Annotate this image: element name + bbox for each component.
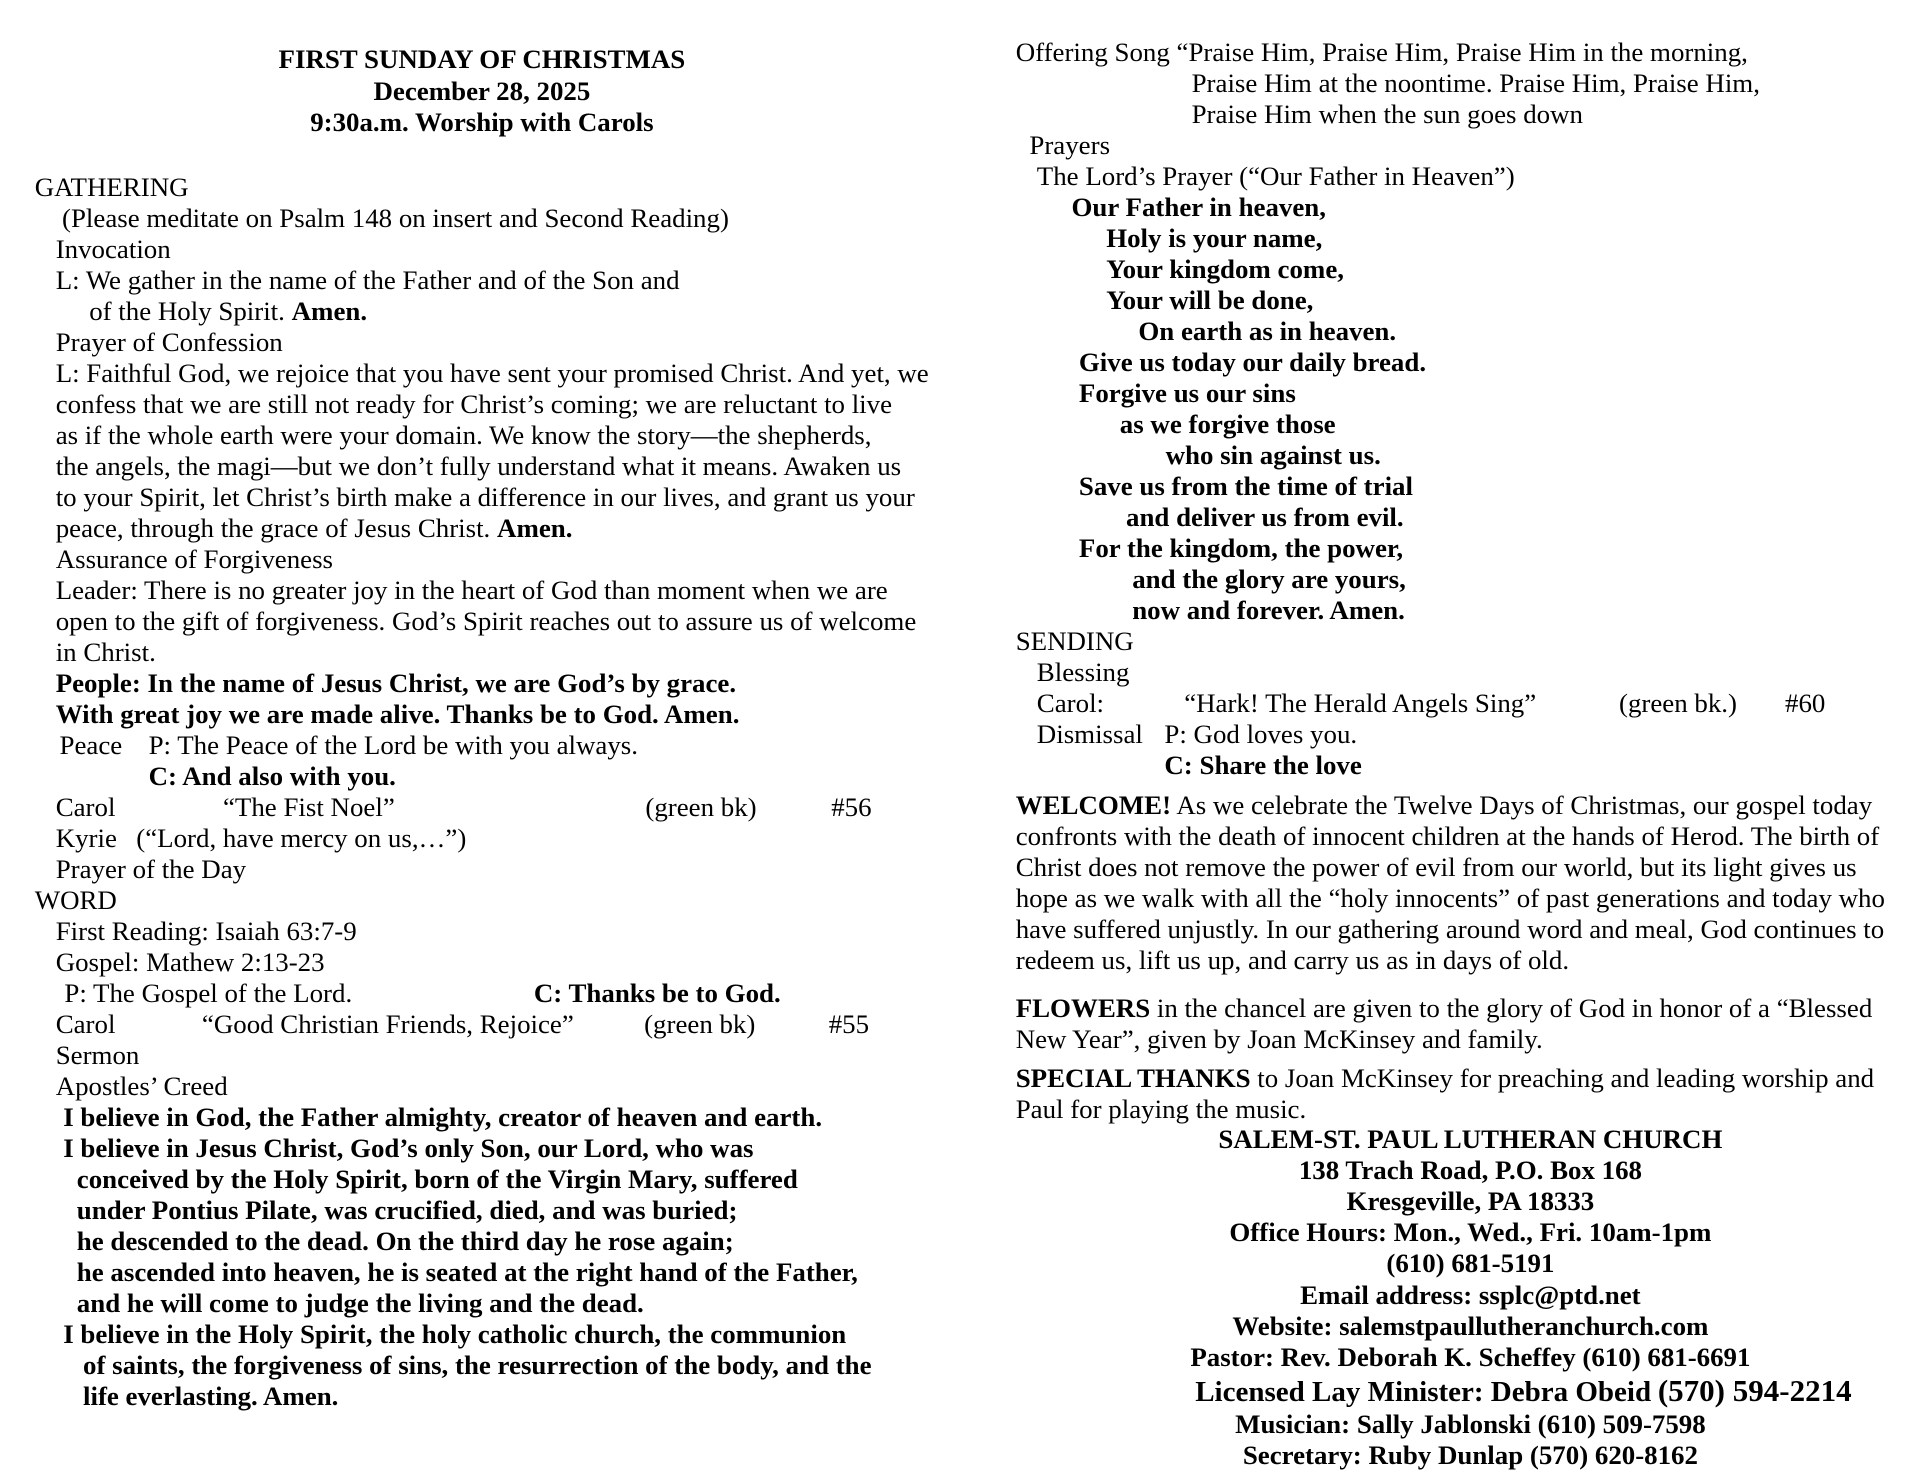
church-name: SALEM-ST. PAUL LUTHERAN CHURCH — [1218, 1124, 1723, 1155]
bulletin-header — [32, 44, 932, 139]
confession-response: Amen. — [497, 512, 573, 543]
church-address-line: 138 Trach Road, P.O. Box 168 — [1298, 1155, 1642, 1186]
carol-book: (green bk.) — [1619, 687, 1737, 718]
creed-line: under Pontius Pilate, was crucified, died, and was buried; — [76, 1195, 738, 1226]
creed-line: and he will come to judge the living and the dead. — [76, 1288, 644, 1319]
welcome-line: Christ does not remove the power of evil from our world, but its light gives us — [1015, 851, 1857, 882]
confession-text: peace, through the grace of Jesus Christ. — [55, 512, 491, 543]
lords-prayer-line: For the kingdom, the power, — [1078, 532, 1404, 563]
lords-prayer-line: Your will be done, — [1106, 284, 1314, 315]
carol-title: “The Fist Noel” — [223, 791, 395, 822]
lords-prayer-line: Your kingdom come, — [1106, 253, 1344, 284]
offering-lyric: Praise Him at the noontime. Praise Him, Praise Him, — [1191, 67, 1760, 98]
offering-row — [960, 37, 1920, 68]
welcome-line — [960, 790, 1920, 821]
creed-line: of saints, the forgiveness of sins, the resurrection of the body, and the — [83, 1350, 872, 1381]
church-address-line: Kresgeville, PA 18333 — [1346, 1186, 1595, 1217]
creed-line: conceived by the Holy Spirit, born of the Virgin Mary, suffered — [76, 1164, 798, 1194]
confession-line: confess that we are still not ready for Christ’s coming; we are reluctant to live — [55, 388, 893, 419]
assurance-leader-line: open to the gift of forgiveness. God’s Spirit reaches out to assure us of welcome — [55, 605, 917, 636]
confession-line: to your Spirit, let Christ’s birth make a difference in our lives, and grant us your — [55, 481, 915, 512]
lay-minister-contact — [1073, 1373, 1920, 1409]
musician-contact: Musician: Sally Jablonski (610) 509-7598 — [1235, 1408, 1706, 1439]
pastor-contact: Pastor: Rev. Deborah K. Scheffey (610) 681-6691 — [1190, 1341, 1751, 1372]
offering-label: Offering Song — [1015, 36, 1170, 67]
flowers-line: New Year”, given by Joan McKinsey and family. — [1015, 1023, 1543, 1054]
meditation-note: (Please meditate on Psalm 148 on insert and Second Reading) — [62, 202, 729, 233]
welcome-paragraph — [960, 790, 1920, 976]
assurance-label: Assurance of Forgiveness — [55, 543, 334, 574]
lords-prayer-line: Save us from the time of trial — [1078, 470, 1413, 501]
dismissal-leader: P: God loves you. — [1164, 718, 1358, 749]
carol-book: (green bk) — [644, 1008, 756, 1039]
assurance-people-line: People: In the name of Jesus Christ, we are God’s by grace. — [55, 667, 737, 698]
confession-line: L: Faithful God, we rejoice that you have sent your promised Christ. And yet, we — [55, 357, 929, 388]
lords-prayer-line: as we forgive those — [1119, 408, 1336, 439]
lords-prayer-label: The Lord’s Prayer (“Our Father in Heaven”) — [1036, 160, 1515, 191]
church-email: Email address: ssplc@ptd.net — [1300, 1279, 1641, 1310]
carol-number: #60 — [1785, 687, 1826, 718]
creed-line: I believe in Jesus Christ, God’s only Son, our Lord, who was — [63, 1132, 754, 1163]
lords-prayer-line: who sin against us. — [1165, 439, 1381, 470]
flowers-text: in the chancel are given to the glory of God in honor of a “Blessed — [1156, 992, 1873, 1023]
lords-prayer-line: and the glory are yours, — [1132, 563, 1406, 594]
service-time: 9:30a.m. Worship with Carols — [310, 107, 654, 137]
carol-title: “Good Christian Friends, Rejoice” — [201, 1008, 574, 1039]
gospel-reading: Gospel: Mathew 2:13-23 — [55, 946, 325, 977]
offering-lyric: “Praise Him, Praise Him, Praise Him in the morning, — [1176, 36, 1748, 67]
welcome-lead: WELCOME! — [1015, 789, 1172, 820]
creed-label: Apostles’ Creed — [55, 1070, 228, 1101]
gospel-acclamation-row — [0, 978, 960, 1009]
order-of-worship-right — [960, 37, 1920, 781]
carol-title: “Hark! The Herald Angels Sing” — [1184, 687, 1537, 718]
confession-line — [0, 513, 960, 544]
lords-prayer-line: Give us today our daily bread. — [1078, 346, 1427, 377]
creed-line: he descended to the dead. On the third day he rose again; — [76, 1226, 734, 1257]
invocation-text: of the Holy Spirit. — [89, 295, 285, 326]
gospel-leader: P: The Gospel of the Lord. — [64, 977, 353, 1008]
assurance-people-line: With great joy we are made alive. Thanks be to God. Amen. — [55, 698, 740, 729]
invocation-line: L: We gather in the name of the Father and of the Son and — [55, 264, 680, 295]
carol-number: #56 — [831, 791, 872, 822]
prayers-label: Prayers — [1029, 129, 1111, 160]
peace-label: Peace — [59, 729, 123, 760]
carol-row — [0, 792, 960, 823]
lords-prayer-line: Our Father in heaven, — [1071, 191, 1326, 222]
first-reading: First Reading: Isaiah 63:7-9 — [55, 915, 357, 946]
lords-prayer-line: Holy is your name, — [1106, 222, 1323, 253]
assurance-leader-line: in Christ. — [55, 636, 156, 667]
church-contact-block — [1020, 1124, 1920, 1471]
creed-line: I believe in God, the Father almighty, creator of heaven and earth. — [63, 1101, 823, 1132]
lay-minister-phone: (570) 594-2214 — [1657, 1372, 1852, 1408]
invocation-response: Amen. — [291, 295, 368, 326]
sermon-label: Sermon — [55, 1039, 140, 1070]
creed-line: I believe in the Holy Spirit, the holy catholic church, the communion — [63, 1319, 847, 1350]
lords-prayer-line: and deliver us from evil. — [1126, 501, 1404, 532]
church-website: Website: salemstpaullutheranchurch.com — [1232, 1310, 1709, 1341]
lords-prayer-line: Forgive us our sins — [1078, 377, 1296, 408]
blessing-label: Blessing — [1036, 656, 1130, 687]
offering-lyric: Praise Him when the sun goes down — [1191, 98, 1583, 129]
carol-book: (green bk) — [645, 791, 757, 822]
kyrie-label: Kyrie — [55, 822, 117, 853]
bulletin-title: FIRST SUNDAY OF CHRISTMAS — [278, 44, 686, 74]
dismissal-label: Dismissal — [1036, 718, 1143, 749]
thanks-text: to Joan McKinsey for preaching and leading worship and — [1257, 1063, 1875, 1094]
order-of-worship-left — [0, 172, 960, 1413]
welcome-line: redeem us, lift us up, and carry us as in days of old. — [1015, 944, 1570, 975]
carol-row — [0, 1009, 960, 1040]
invocation-label: Invocation — [55, 233, 171, 264]
right-panel — [960, 0, 1920, 1484]
welcome-line: confronts with the death of innocent children at the hands of Herod. The birth of — [1015, 820, 1880, 851]
confession-line: the angels, the magi—but we don’t fully understand what it means. Awaken us — [55, 450, 902, 481]
church-phone: (610) 681-5191 — [1386, 1248, 1555, 1279]
creed-line: he ascended into heaven, he is seated at the right hand of the Father, — [76, 1257, 858, 1288]
assurance-leader-line: Leader: There is no greater joy in the heart of God than moment when we are — [55, 574, 888, 605]
confession-label: Prayer of Confession — [55, 326, 283, 357]
dismissal-row — [960, 719, 1920, 750]
office-hours: Office Hours: Mon., Wed., Fri. 10am-1pm — [1229, 1217, 1712, 1248]
welcome-line: hope as we walk with all the “holy innocents” of past generations and today who — [1015, 882, 1885, 913]
flowers-line — [960, 993, 1920, 1024]
confession-line: as if the whole earth were your domain. We know the story—the shepherds, — [55, 419, 872, 450]
carol-number: #55 — [828, 1008, 870, 1039]
thanks-paragraph — [960, 1063, 1920, 1125]
flowers-lead: FLOWERS — [1015, 992, 1151, 1023]
carol-label: Carol — [55, 791, 116, 822]
thanks-line — [960, 1063, 1920, 1094]
bulletin-date: December 28, 2025 — [373, 75, 591, 106]
peace-response: C: And also with you. — [148, 760, 396, 791]
dismissal-response: C: Share the love — [1164, 749, 1362, 780]
welcome-line: have suffered unjustly. In our gathering around word and meal, God continues to — [1015, 913, 1885, 944]
section-heading-word: WORD — [34, 884, 117, 915]
section-heading-gathering: GATHERING — [34, 171, 189, 202]
carol-label: Carol — [55, 1008, 116, 1039]
carol-row — [960, 688, 1920, 719]
section-heading-sending: SENDING — [1015, 625, 1134, 656]
prayer-of-the-day: Prayer of the Day — [55, 853, 247, 884]
secretary-contact: Secretary: Ruby Dunlap (570) 620-8162 — [1242, 1439, 1698, 1470]
peace-row — [0, 730, 960, 761]
gospel-response: C: Thanks be to God. — [533, 977, 781, 1008]
lords-prayer-line: now and forever. Amen. — [1132, 594, 1405, 625]
kyrie-row — [0, 823, 960, 854]
thanks-line: Paul for playing the music. — [1015, 1094, 1307, 1125]
creed-line: life everlasting. Amen. — [83, 1381, 339, 1412]
welcome-text: As we celebrate the Twelve Days of Christmas, our gospel today — [1176, 789, 1873, 820]
invocation-line — [0, 296, 960, 327]
lay-minister-name: Licensed Lay Minister: Debra Obeid — [1195, 1375, 1652, 1408]
flowers-paragraph — [960, 993, 1920, 1055]
carol-label: Carol: — [1036, 687, 1105, 718]
kyrie-text: (“Lord, have mercy on us,…”) — [136, 822, 467, 853]
peace-leader: P: The Peace of the Lord be with you always. — [148, 729, 638, 760]
lords-prayer-line: On earth as in heaven. — [1138, 315, 1397, 346]
thanks-lead: SPECIAL THANKS — [1015, 1063, 1251, 1094]
